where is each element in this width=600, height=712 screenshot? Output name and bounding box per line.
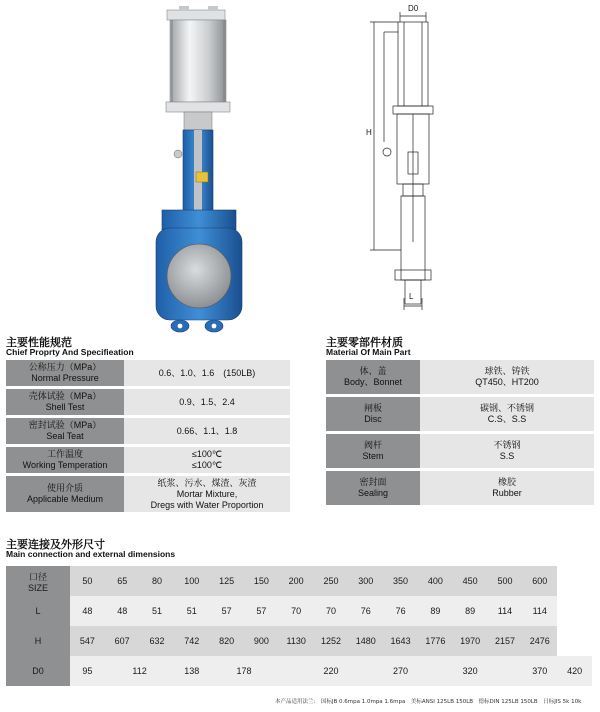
label-cn: 密封面 bbox=[359, 477, 387, 487]
label-en: Seal Teat bbox=[46, 431, 84, 441]
material-row-body bbox=[326, 360, 594, 394]
value: 不锈钢 bbox=[493, 440, 521, 450]
table-cell: 48 bbox=[70, 596, 105, 626]
size-label-cn: 口径 bbox=[28, 571, 47, 582]
valve-photo bbox=[150, 4, 250, 338]
table-cell: 370 bbox=[522, 656, 557, 686]
label-cn: 体、盖 bbox=[359, 366, 387, 376]
label-en: Shell Test bbox=[45, 402, 85, 412]
table-cell: 76 bbox=[348, 596, 383, 626]
row-label: D0 bbox=[6, 656, 70, 686]
value: ≤100℃ bbox=[191, 449, 223, 459]
chief-row-pressure bbox=[6, 360, 290, 386]
table-cell: 1776 bbox=[418, 626, 453, 656]
value: Rubber bbox=[492, 488, 522, 498]
value: 碳钢、不锈钢 bbox=[479, 403, 534, 413]
table-cell: 500 bbox=[488, 566, 523, 596]
table-cell: 742 bbox=[174, 626, 209, 656]
table-cell: 89 bbox=[418, 596, 453, 626]
chief-table bbox=[6, 357, 290, 515]
material-row-disc bbox=[326, 397, 594, 431]
table-cell: 2157 bbox=[488, 626, 523, 656]
label-en: Normal Pressure bbox=[31, 373, 99, 383]
material-table bbox=[326, 357, 594, 508]
dim-d0-label: D0 bbox=[408, 4, 419, 13]
label-en: Body、Bonnet bbox=[343, 377, 403, 387]
table-cell: 1643 bbox=[383, 626, 418, 656]
value: 纸浆、污水、煤渣、灰渣 bbox=[157, 477, 257, 488]
label-en: Stem bbox=[362, 451, 384, 461]
table-cell: 70 bbox=[314, 596, 349, 626]
table-cell: 600 bbox=[522, 566, 557, 596]
label-en: Applicable Medium bbox=[26, 494, 104, 504]
label-en: Working Temperation bbox=[22, 460, 108, 470]
dim-row-size bbox=[6, 566, 592, 596]
dim-row-l bbox=[6, 596, 592, 626]
value: Dregs with Water Proportion bbox=[150, 499, 264, 510]
table-cell: 48 bbox=[105, 596, 140, 626]
table-cell: 2476 bbox=[522, 626, 557, 656]
table-cell: 57 bbox=[209, 596, 244, 626]
dim-row-h bbox=[6, 626, 592, 656]
table-cell: 1130 bbox=[279, 626, 314, 656]
chief-row-temperature bbox=[6, 447, 290, 473]
table-cell: 450 bbox=[453, 566, 488, 596]
material-row-stem bbox=[326, 434, 594, 468]
table-cell: 632 bbox=[140, 626, 175, 656]
table-cell: 50 bbox=[70, 566, 105, 596]
dimensions-table bbox=[6, 566, 592, 686]
table-cell: 138 bbox=[174, 656, 209, 686]
table-cell: 420 bbox=[557, 656, 592, 686]
dim-l-label: L bbox=[409, 292, 414, 301]
table-cell: 300 bbox=[348, 566, 383, 596]
table-cell: 270 bbox=[383, 656, 418, 686]
dim-h-label: H bbox=[366, 128, 372, 137]
technical-drawing bbox=[360, 2, 450, 312]
table-cell: 250 bbox=[314, 566, 349, 596]
label-cn: 公称压力（MPa） bbox=[28, 362, 102, 372]
table-cell: 125 bbox=[209, 566, 244, 596]
table-cell: 76 bbox=[383, 596, 418, 626]
table-cell: 350 bbox=[383, 566, 418, 596]
material-row-sealing bbox=[326, 471, 594, 505]
label-cn: 工作温度 bbox=[46, 449, 83, 459]
label-cn: 密封试验（MPa） bbox=[28, 420, 102, 430]
value: 0.66、1.1、1.8 bbox=[176, 425, 238, 436]
table-cell: 114 bbox=[522, 596, 557, 626]
value: 橡胶 bbox=[497, 477, 516, 487]
table-cell: 400 bbox=[418, 566, 453, 596]
chief-row-seal-test bbox=[6, 418, 290, 444]
table-cell: 200 bbox=[279, 566, 314, 596]
table-cell: 112 bbox=[105, 656, 175, 686]
footnote: 本产品适用法兰: 国标JB 0.6mpa 1.0mpa 1.6mpa 美标ANSI 125LB 150LB 德标DIN 125LB 150LB 日标JIS 5k 10k bbox=[275, 699, 582, 705]
chief-title-cn: 主要性能规范 bbox=[6, 336, 72, 349]
table-cell: 57 bbox=[244, 596, 279, 626]
table-cell: 900 bbox=[244, 626, 279, 656]
value: 0.6、1.0、1.6 (150LB) bbox=[158, 367, 256, 378]
label-cn: 闸板 bbox=[363, 403, 382, 413]
table-cell: 100 bbox=[174, 566, 209, 596]
material-title-cn: 主要零部件材质 bbox=[326, 336, 403, 349]
dimensions-title-cn: 主要连接及外形尺寸 bbox=[6, 538, 105, 551]
table-cell: 51 bbox=[174, 596, 209, 626]
table-cell: 1970 bbox=[453, 626, 488, 656]
label-cn: 使用介质 bbox=[46, 483, 83, 493]
row-label: H bbox=[6, 626, 70, 656]
table-cell: 1252 bbox=[314, 626, 349, 656]
label-en: Sealing bbox=[357, 488, 389, 498]
value: QT450、HT200 bbox=[475, 377, 539, 387]
value: S.S bbox=[499, 451, 515, 461]
chief-row-medium bbox=[6, 476, 290, 512]
table-cell: 65 bbox=[105, 566, 140, 596]
material-title-en: Material Of Main Part bbox=[326, 347, 411, 357]
table-cell: 820 bbox=[209, 626, 244, 656]
label-en: Disc bbox=[364, 414, 382, 424]
value: 球铁、铸铁 bbox=[484, 366, 530, 376]
dimensions-title-en: Main connection and external dimensions bbox=[6, 549, 176, 559]
size-label-en: SIZE bbox=[27, 582, 48, 593]
table-cell: 1480 bbox=[348, 626, 383, 656]
value: 0.9、1.5、2.4 bbox=[179, 396, 235, 407]
table-cell: 89 bbox=[453, 596, 488, 626]
table-cell: 114 bbox=[488, 596, 523, 626]
table-cell: 51 bbox=[140, 596, 175, 626]
table-cell: 220 bbox=[279, 656, 383, 686]
row-label: L bbox=[6, 596, 70, 626]
table-cell: 70 bbox=[279, 596, 314, 626]
table-cell: 607 bbox=[105, 626, 140, 656]
table-cell: 547 bbox=[70, 626, 105, 656]
table-cell: 320 bbox=[418, 656, 522, 686]
value: C.S、S.S bbox=[487, 414, 527, 424]
chief-title-en: Chief Proprty And Specifieation bbox=[6, 347, 134, 357]
table-cell: 95 bbox=[70, 656, 105, 686]
chief-row-shell-test bbox=[6, 389, 290, 415]
label-cn: 壳体试验（MPa） bbox=[28, 391, 102, 401]
table-cell: 150 bbox=[244, 566, 279, 596]
value: ≤100℃ bbox=[191, 460, 223, 470]
dim-row-d0 bbox=[6, 656, 592, 686]
table-cell: 178 bbox=[209, 656, 279, 686]
value: Mortar Mixture, bbox=[176, 488, 238, 499]
table-cell: 80 bbox=[140, 566, 175, 596]
label-cn: 阀杆 bbox=[363, 440, 382, 450]
